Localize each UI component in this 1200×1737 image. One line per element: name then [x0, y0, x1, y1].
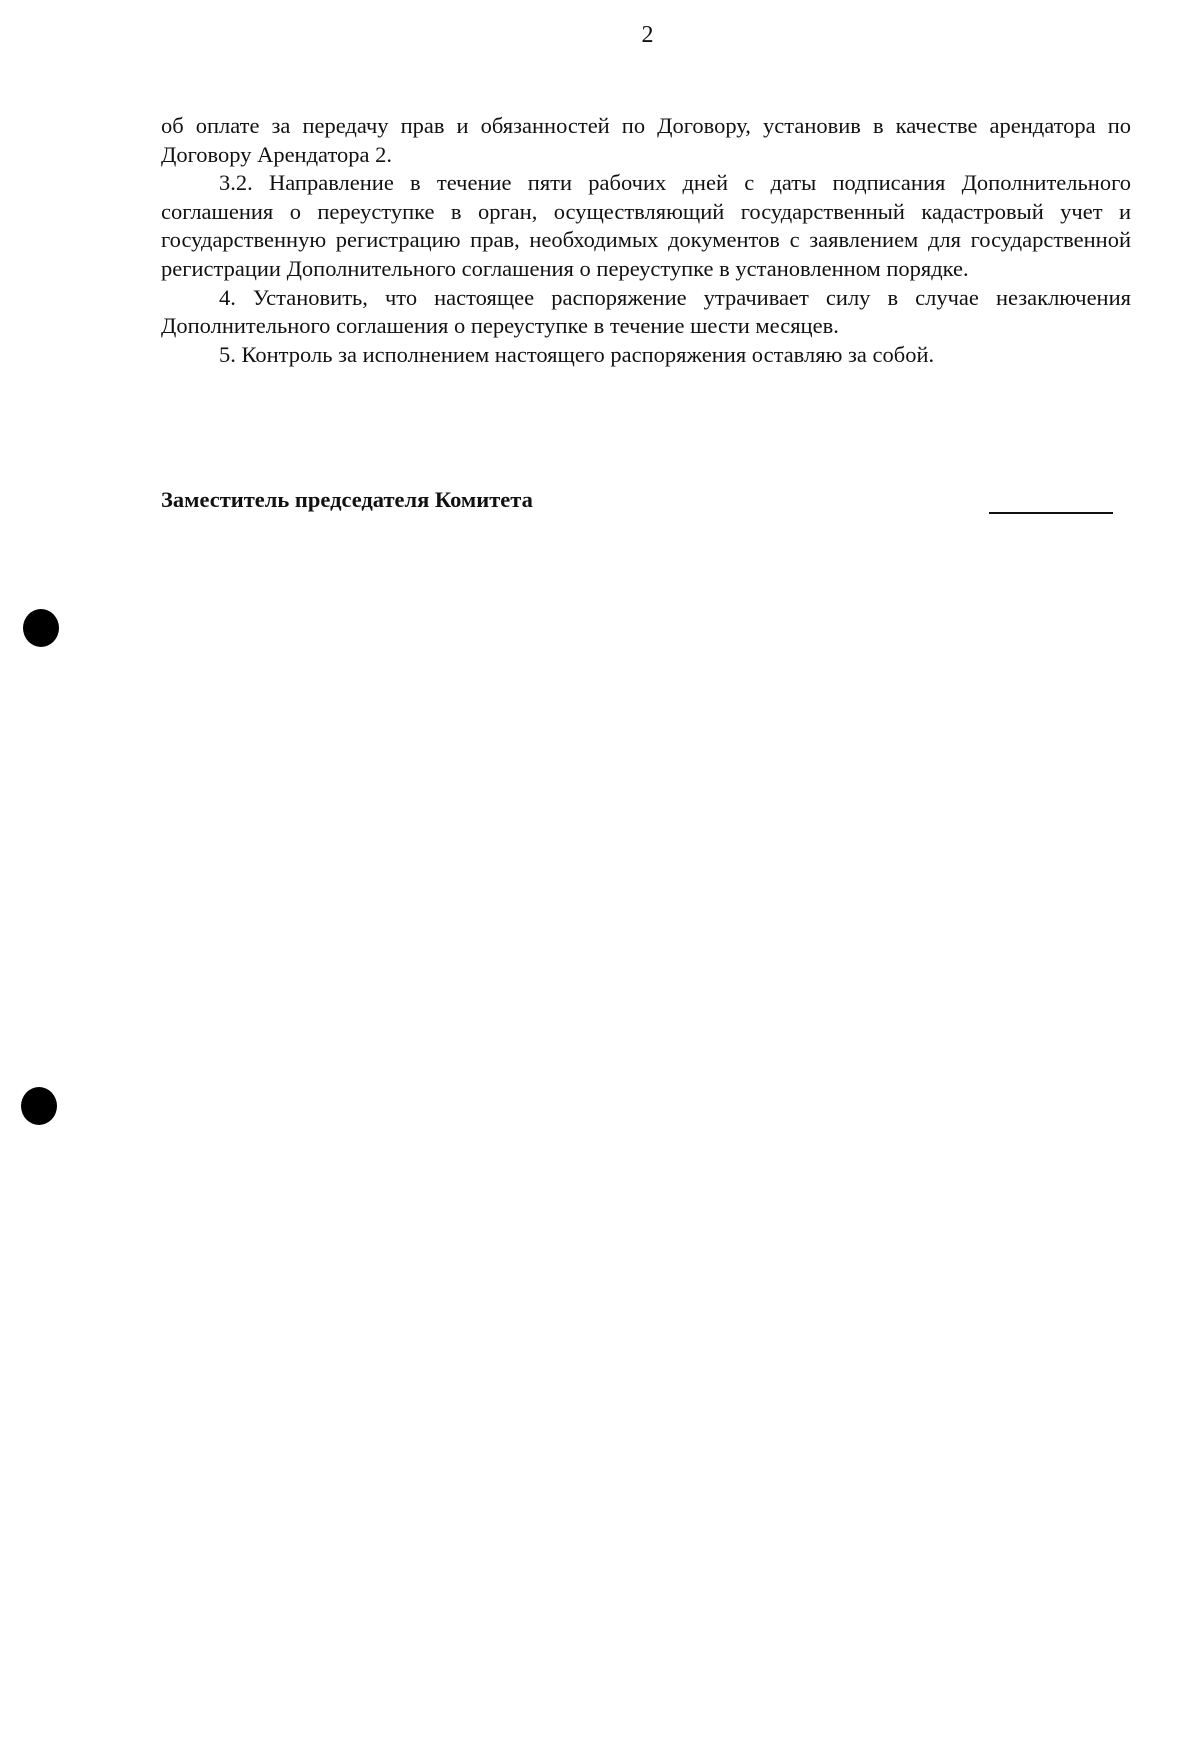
paragraph-3-2: 3.2. Направление в течение пяти рабочих дней с даты подписания Дополнительного соглашения о переуступке в орган, осуществляющий государственный кадастровый учет и государственную регистрацию прав, необходимых документов с заявлением для государственной регистрации Дополнительного соглашения о переуступке в установленном порядке. [161, 170, 1131, 281]
paragraph-payment-continuation: об оплате за передачу прав и обязанностей по Договору, установив в качестве арендатора по Договору Арендатора 2. [161, 113, 1131, 167]
punch-hole-top [23, 609, 59, 647]
paragraph-4: 4. Установить, что настоящее распоряжение утрачивает силу в случае незаключения Дополнительного соглашения о переуступке в течение шести месяцев. [161, 284, 1131, 339]
signatory-title: Заместитель председателя Комитета [161, 487, 533, 512]
signature-line [989, 512, 1113, 514]
punch-hole-bottom [21, 1087, 57, 1125]
page-number: 2 [641, 22, 654, 48]
document-body [161, 112, 1131, 369]
signature-block [161, 486, 1131, 520]
paragraph-5: 5. Контроль за исполнением настоящего распоряжения оставляю за собой. [219, 341, 935, 367]
